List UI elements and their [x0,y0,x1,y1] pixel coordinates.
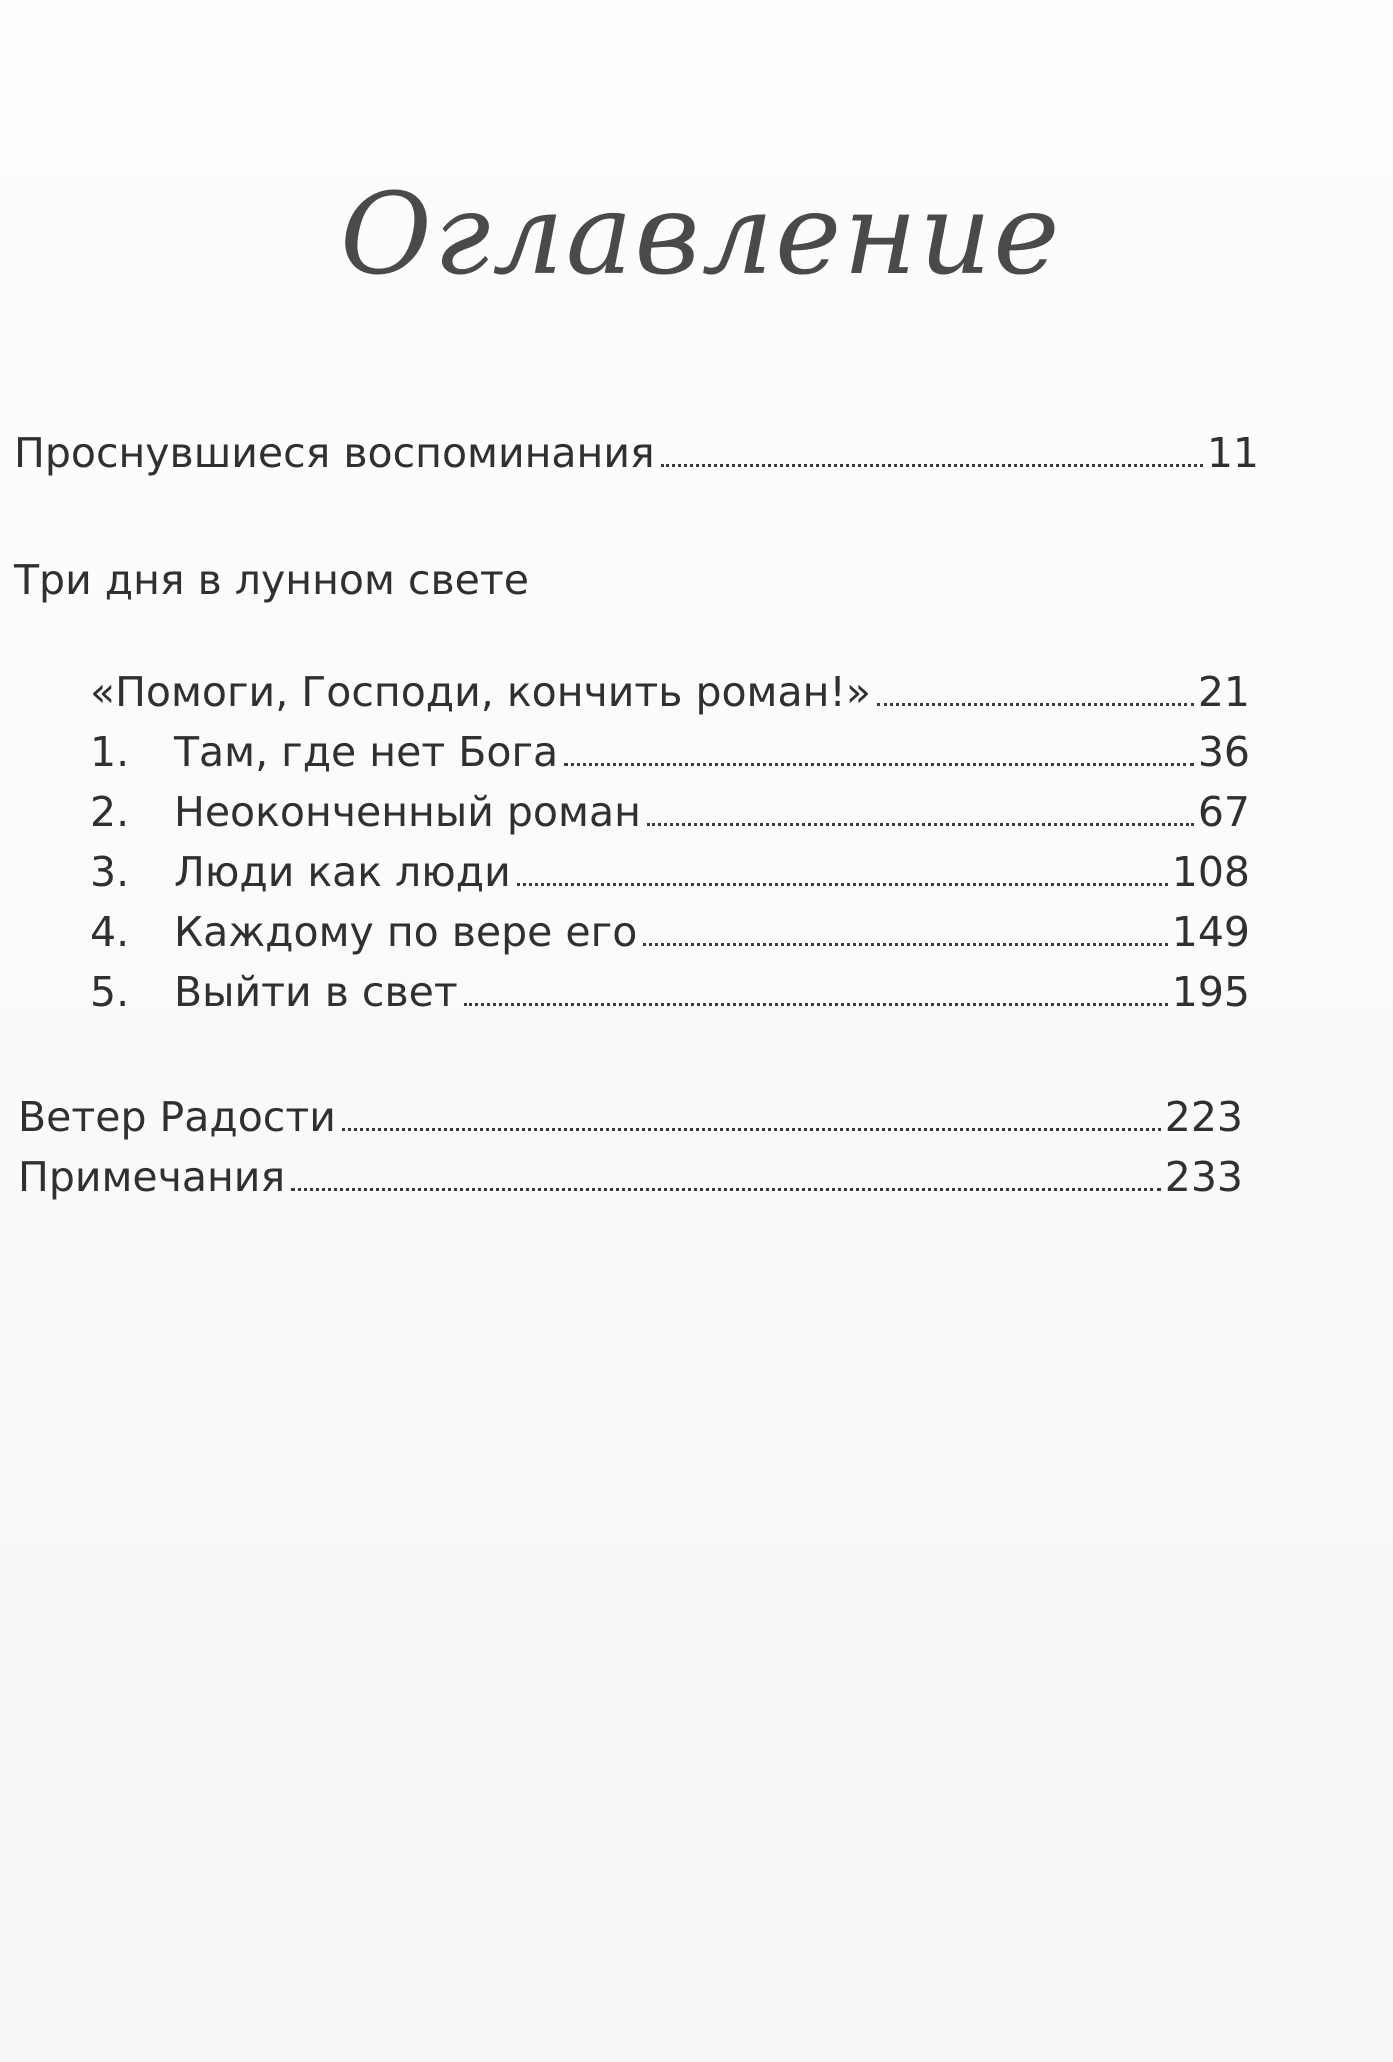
dot-leader [291,1188,1161,1191]
toc-entry-page: 67 [1197,788,1250,836]
toc-entry-number: 5. [90,968,130,1016]
toc-entry-label: Там, где нет Бога [174,728,559,776]
dot-leader [647,823,1194,826]
toc-entry-number: 1. [90,728,130,776]
toc-entry-label: Каждому по вере его [174,908,638,956]
toc-entry-number: 4. [90,908,130,956]
dot-leader [661,464,1203,467]
dot-leader [877,703,1194,706]
toc-entry [14,428,1259,478]
toc-entry-label: «Помоги, Господи, кончить роман!» [90,668,871,716]
toc-entry-page: 108 [1171,848,1250,896]
page-title: Оглавление [340,170,1062,300]
dot-leader [643,943,1167,946]
toc-entry [18,1092,1243,1142]
toc-entry-label: Выйти в свет [174,968,458,1016]
dot-leader [564,763,1194,766]
toc-entry [90,907,1250,957]
toc-entry-label: Примечания [18,1153,286,1201]
toc-entry-page: 223 [1164,1093,1243,1141]
toc-entry-label: Неоконченный роман [174,788,641,836]
dot-leader [464,1003,1168,1006]
toc-entry-page: 195 [1171,968,1250,1016]
toc-entry-page: 149 [1171,908,1250,956]
toc-entry-page: 11 [1206,429,1259,477]
toc-entry [90,727,1250,777]
toc-entry-number: 2. [90,788,130,836]
toc-entry-label: Люди как люди [174,848,511,896]
section-heading: Три дня в лунном свете [14,556,529,604]
toc-entry-page: 36 [1197,728,1250,776]
toc-entry-number: 3. [90,848,130,896]
toc-entry-page: 233 [1164,1153,1243,1201]
dot-leader [342,1128,1161,1131]
dot-leader [517,883,1168,886]
toc-entry [18,1152,1243,1202]
toc-entry-page: 21 [1197,668,1250,716]
toc-entry [90,667,1250,717]
toc-entry-label: Ветер Радости [18,1093,336,1141]
toc-entry [90,967,1250,1017]
toc-entry [90,847,1250,897]
toc-entry-label: Проснувшиеся воспоминания [14,429,655,477]
toc-entry [90,787,1250,837]
